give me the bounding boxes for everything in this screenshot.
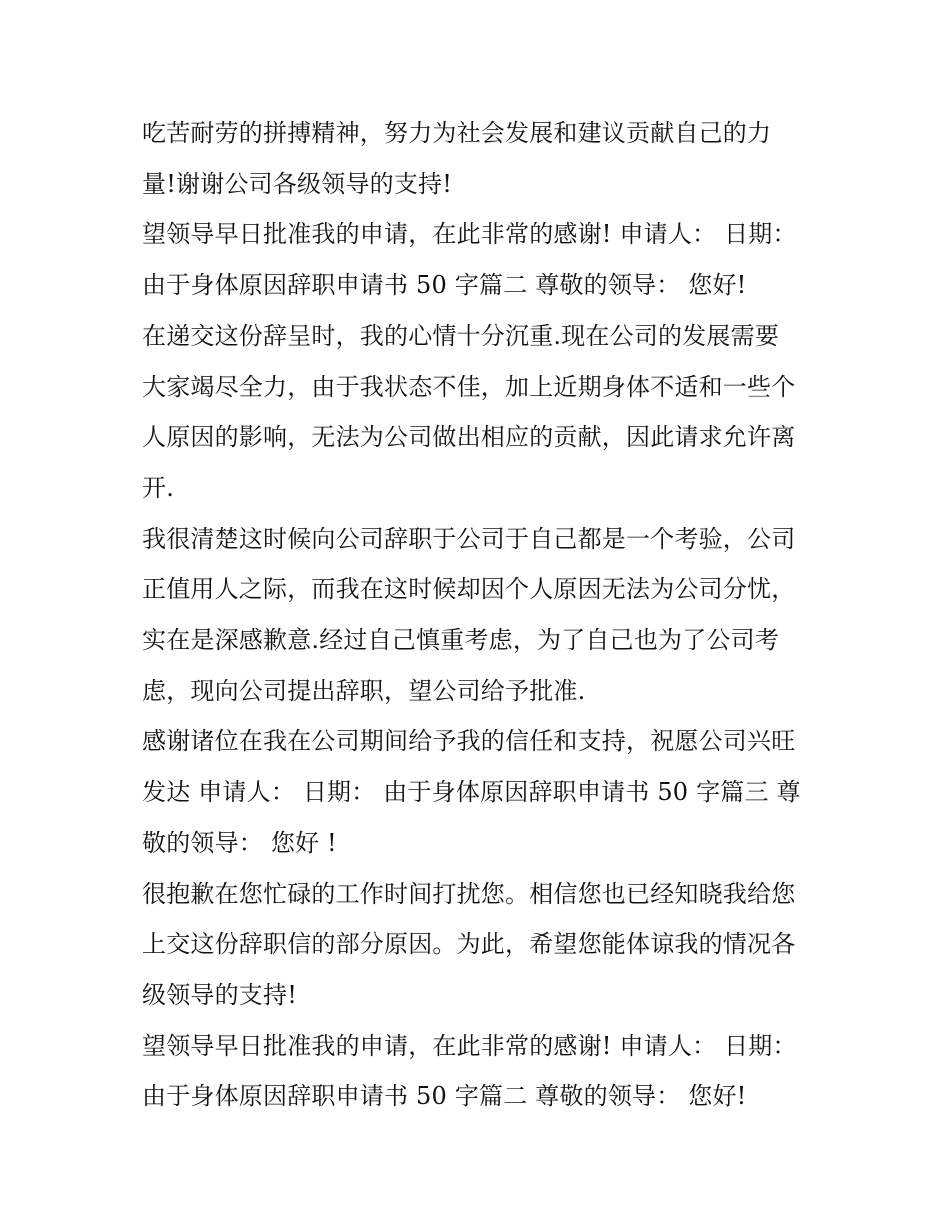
text-line: 虑，现向公司提出辞职，望公司给予批准.: [142, 676, 586, 705]
text-line: 由于身体原因辞职申请书 50 字篇二 尊敬的领导： 您好!: [142, 1082, 747, 1111]
text-line: 我很清楚这时候向公司辞职于公司于自己都是一个考验，公司: [142, 524, 796, 553]
text-line: 正值用人之际，而我在这时候却因个人原因无法为公司分忧，: [142, 575, 796, 604]
text-line: 量!谢谢公司各级领导的支持!: [142, 169, 453, 198]
text-line: 由于身体原因辞职申请书 50 字篇二 尊敬的领导： 您好!: [142, 271, 747, 300]
text-line: 望领导早日批准我的申请，在此非常的感谢! 申请人： 日期：: [142, 1031, 797, 1060]
text-line: 大家竭尽全力，由于我状态不佳，加上近期身体不适和一些个: [142, 372, 796, 401]
text-line: 上交这份辞职信的部分原因。为此，希望您能体谅我的情况各: [142, 930, 796, 959]
text-line: 人原因的影响，无法为公司做出相应的贡献，因此请求允许离: [142, 423, 796, 452]
text-line: 在递交这份辞呈时，我的心情十分沉重.现在公司的发展需要: [142, 321, 780, 350]
text-line: 开.: [142, 473, 175, 502]
document-body: [142, 108, 832, 1122]
text-line: 望领导早日批准我的申请，在此非常的感谢! 申请人： 日期：: [142, 220, 797, 249]
text-line: 很抱歉在您忙碌的工作时间打扰您。相信您也已经知晓我给您: [142, 879, 796, 908]
text-line: 敬的领导： 您好 !: [142, 828, 337, 857]
text-line: 级领导的支持!: [142, 980, 298, 1009]
text-line: 发达 申请人： 日期： 由于身体原因辞职申请书 50 字篇三 尊: [142, 778, 801, 807]
text-line: 感谢诸位在我在公司期间给予我的信任和支持，祝愿公司兴旺: [142, 727, 796, 756]
text-line: 实在是深感歉意.经过自己慎重考虑，为了自己也为了公司考: [142, 626, 780, 655]
text-line: 吃苦耐劳的拼搏精神，努力为社会发展和建议贡献自己的力: [142, 119, 772, 147]
